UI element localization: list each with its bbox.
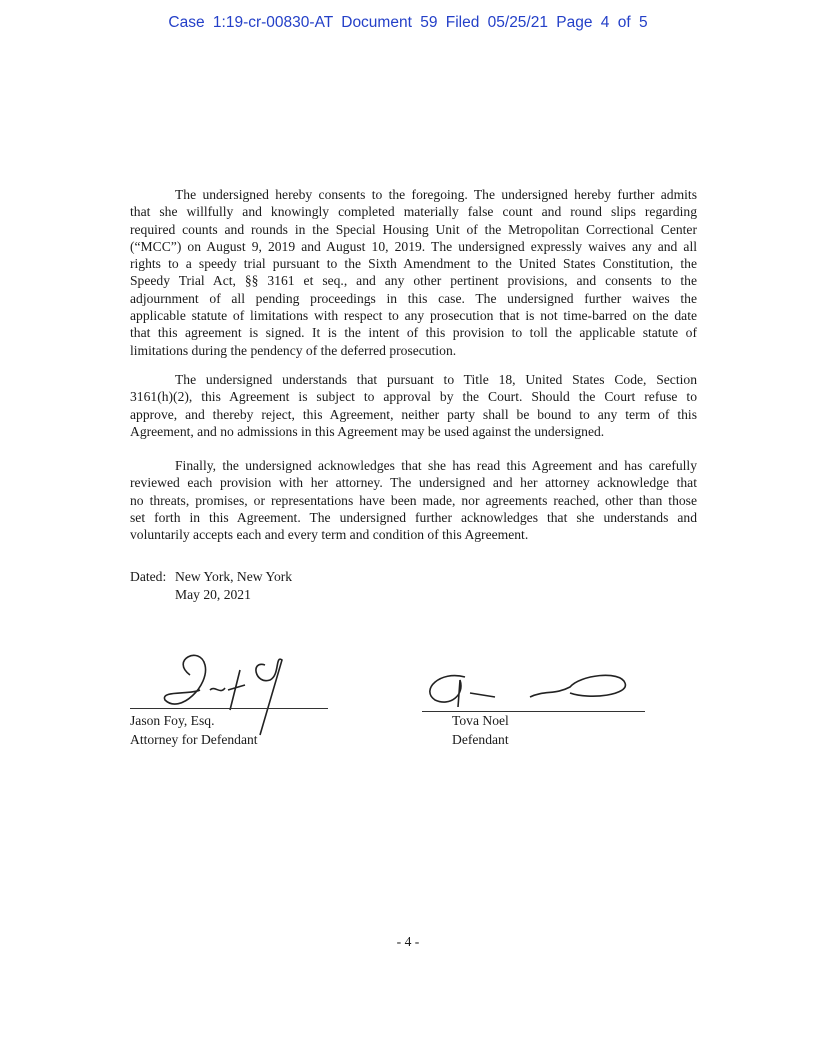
text-line: (“MCC”) on August 9, 2019 and August 10, 2019. The undersigned expressly waives any and all	[130, 238, 697, 254]
text-line: applicable statute of limitations with respect to any prosecution that is not time-barred on the date	[130, 308, 697, 324]
text-line: rights to a speedy trial pursuant to the Sixth Amendment to the United States Constitution, the	[130, 256, 697, 272]
dated-label: Dated:	[130, 569, 167, 584]
attorney-title: Attorney for Defendant	[130, 732, 258, 747]
defendant-title: Defendant	[452, 732, 509, 747]
text-line: The undersigned understands that pursuant to Title 18, United States Code, Section	[175, 372, 697, 387]
text-line: Speedy Trial Act, §§ 3161 et seq., and any other pertinent provisions, and consents to the	[130, 273, 697, 289]
text-line: that this agreement is signed. It is the intent of this provision to toll the applicable statute of	[130, 325, 697, 341]
text-line: reviewed each provision with her attorney. The undersigned and her attorney acknowledge that	[130, 475, 697, 491]
attorney-name: Jason Foy, Esq.	[130, 713, 215, 728]
text-line: adjournment of all pending proceedings in this case. The undersigned further waives the	[130, 290, 697, 306]
defendant-signature	[420, 665, 650, 715]
text-line: no threats, promises, or representations have been made, nor agreements reached, other than those	[130, 492, 697, 508]
paragraph-consent	[130, 186, 697, 359]
text-line: The undersigned hereby consents to the foregoing. The undersigned hereby further admits	[175, 187, 697, 202]
text-line: voluntarily accepts each and every term and condition of this Agreement.	[130, 527, 529, 543]
defendant-name: Tova Noel	[452, 713, 509, 728]
text-line: 3161(h)(2), this Agreement is subject to approval by the Court. Should the Court refuse to	[130, 389, 697, 405]
paragraph-court-approval	[130, 371, 697, 440]
text-line: that she willfully and knowingly completed materially false count and round slips regarding	[130, 204, 697, 220]
text-line: Finally, the undersigned acknowledges that she has read this Agreement and has carefully	[175, 458, 697, 473]
text-line: limitations during the pendency of the deferred prosecution.	[130, 342, 457, 358]
defendant-signature-line	[422, 711, 645, 712]
text-line: required counts and rounds in the Special Housing Unit of the Metropolitan Correctional Center	[130, 221, 697, 237]
page-number: - 4 -	[396, 934, 420, 949]
text-line: approve, and thereby reject, this Agreement, neither party shall be bound to any term of this	[130, 406, 697, 422]
dated-date: May 20, 2021	[175, 587, 251, 602]
text-line: Agreement, and no admissions in this Agreement may be used against the undersigned.	[130, 423, 605, 439]
attorney-signature-line	[130, 708, 328, 709]
case-header: Case 1:19-cr-00830-AT Document 59 Filed 05/25/21 Page 4 of 5	[168, 14, 648, 31]
text-line: set forth in this Agreement. The undersigned further acknowledges that she understands and	[130, 509, 697, 525]
paragraph-acknowledgment	[130, 457, 697, 543]
dated-place: New York, New York	[175, 569, 293, 584]
